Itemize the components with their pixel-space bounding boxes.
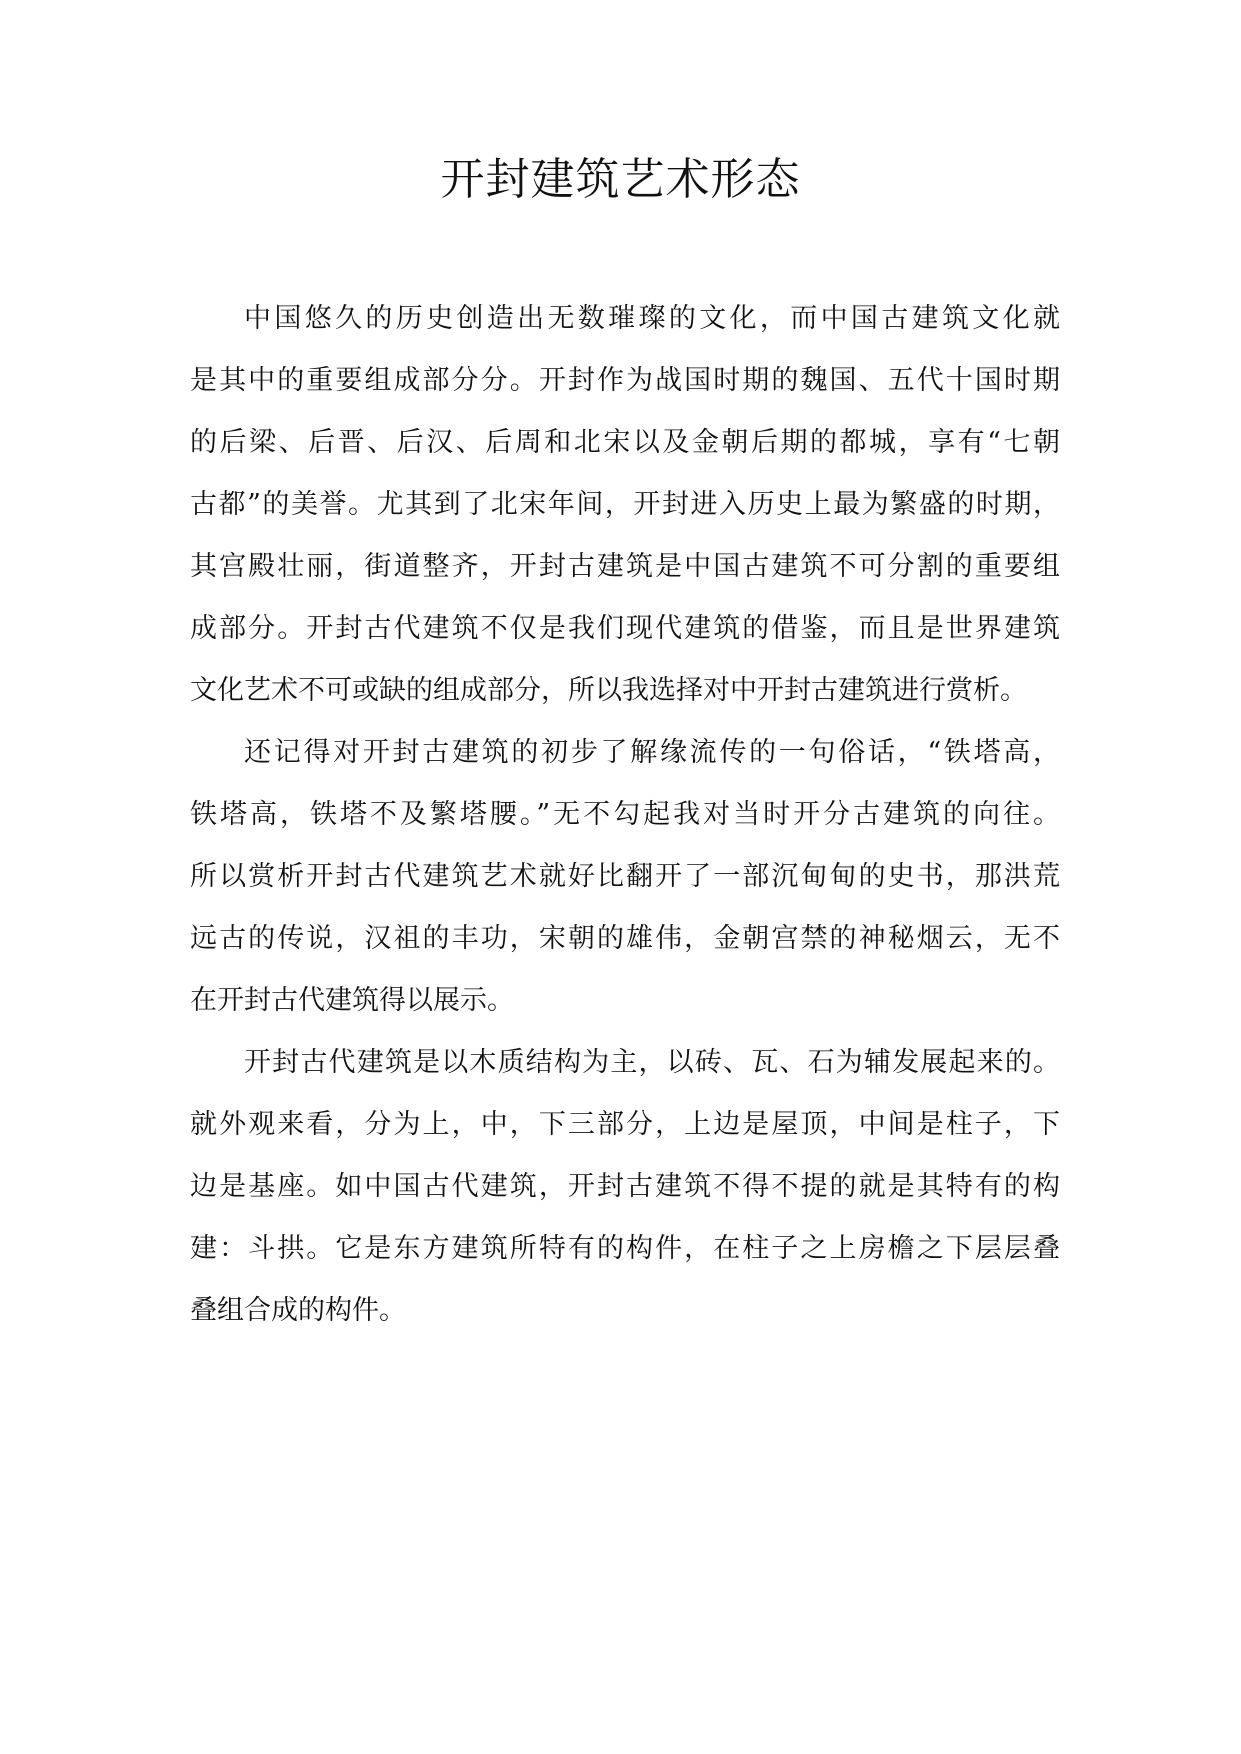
document-body	[190, 288, 1060, 1342]
paragraph-2	[190, 722, 1060, 1032]
paragraph-line: 成部分。开封古代建筑不仅是我们现代建筑的借鉴，而且是世界建筑	[190, 613, 1060, 644]
paragraph-line: 就外观来看，分为上，中，下三部分，上边是屋顶，中间是柱子，下	[190, 1109, 1060, 1140]
paragraph-line: 开封古代建筑是以木质结构为主，以砖、瓦、石为辅发展起来的。	[244, 1047, 1060, 1078]
paragraph-line: 所以赏析开封古代建筑艺术就好比翻开了一部沉甸甸的史书，那洪荒	[190, 861, 1060, 892]
paragraph-line: 中国悠久的历史创造出无数璀璨的文化，而中国古建筑文化就	[244, 303, 1060, 334]
paragraph-line: 在开封古代建筑得以展示。	[190, 985, 514, 1016]
paragraph-line: 还记得对开封古建筑的初步了解缘流传的一句俗话，“铁塔高，	[244, 737, 1060, 768]
document-title: 开封建筑艺术形态	[440, 154, 801, 205]
paragraph-line: 古都”的美誉。尤其到了北宋年间，开封进入历史上最为繁盛的时期，	[190, 489, 1060, 520]
paragraph-1	[190, 288, 1060, 722]
paragraph-line: 是其中的重要组成部分分。开封作为战国时期的魏国、五代十国时期	[190, 365, 1060, 396]
paragraph-line: 其宫殿壮丽，街道整齐，开封古建筑是中国古建筑不可分割的重要组	[190, 551, 1060, 582]
paragraph-line: 远古的传说，汉祖的丰功，宋朝的雄伟，金朝宫禁的神秘烟云，无不	[190, 923, 1060, 954]
paragraph-line: 的后梁、后晋、后汉、后周和北宋以及金朝后期的都城，享有“七朝	[190, 427, 1060, 458]
paragraph-line: 铁塔高，铁塔不及繁塔腰。”无不勾起我对当时开分古建筑的向往。	[190, 799, 1060, 830]
paragraph-line: 叠组合成的构件。	[190, 1295, 406, 1326]
paragraph-line: 建：斗拱。它是东方建筑所特有的构件，在柱子之上房檐之下层层叠	[190, 1233, 1060, 1264]
paragraph-line: 边是基座。如中国古代建筑，开封古建筑不得不提的就是其特有的构	[190, 1171, 1060, 1202]
paragraph-3	[190, 1032, 1060, 1342]
paragraph-line: 文化艺术不可或缺的组成部分，所以我选择对中开封古建筑进行赏析。	[190, 675, 1027, 706]
